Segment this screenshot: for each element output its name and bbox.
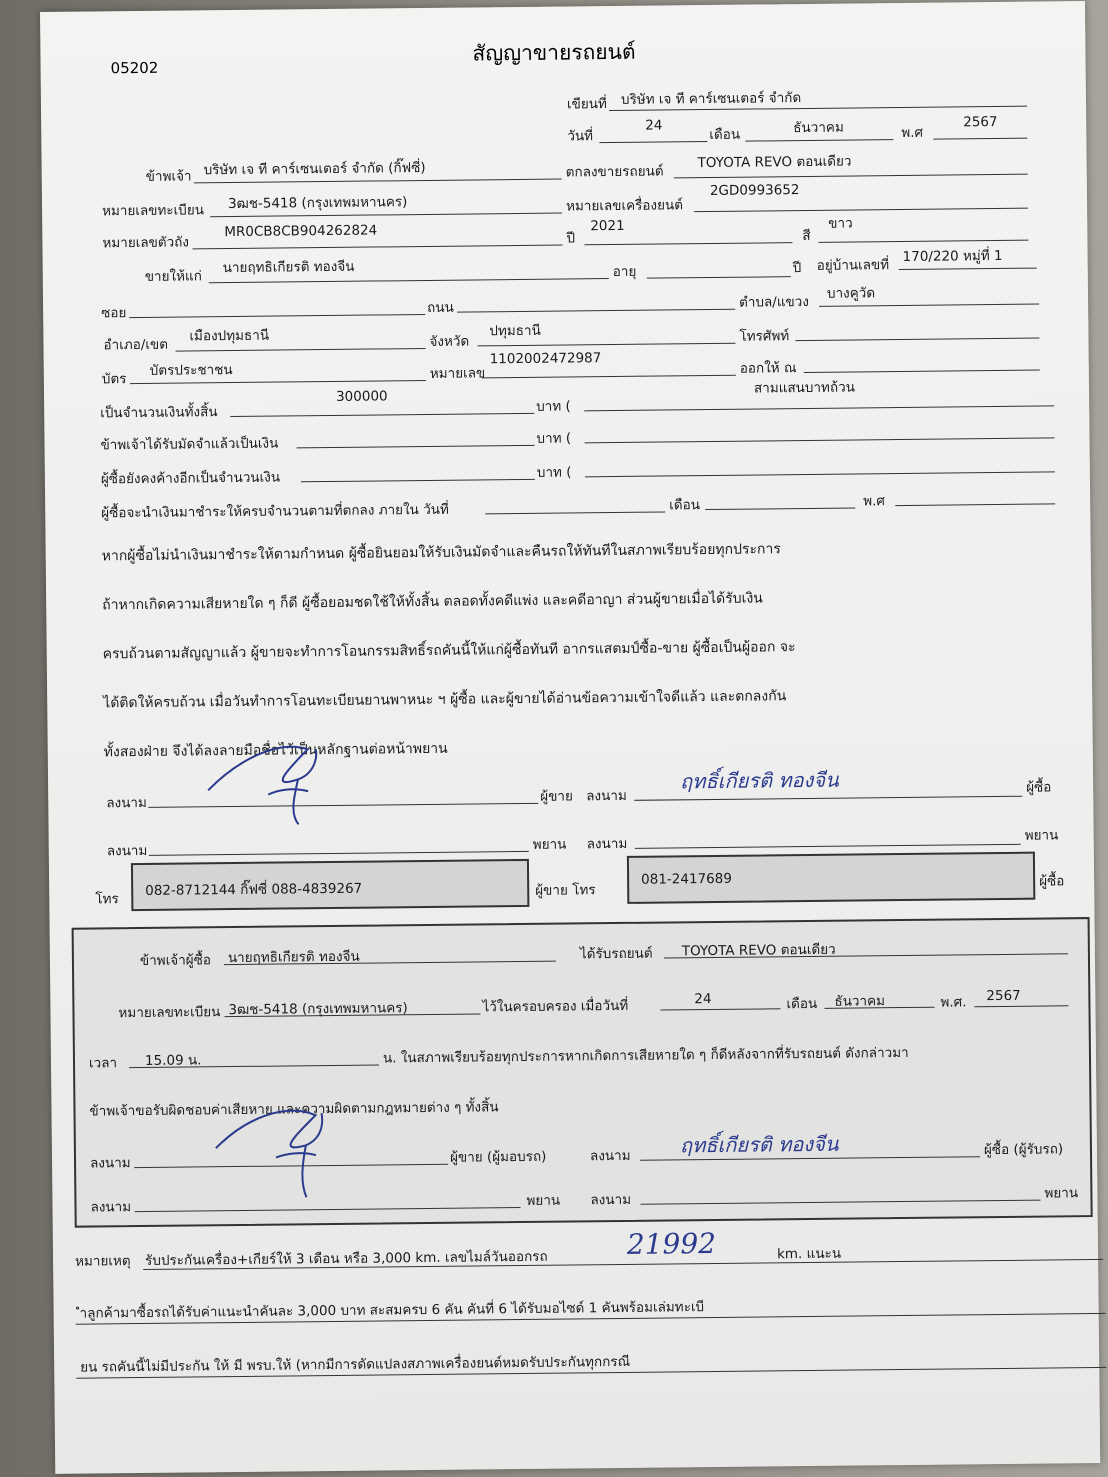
receipt-month-label: เดือน (786, 995, 818, 1013)
receipt-received-label: ได้รับรถยนต์ (579, 945, 653, 963)
day-value: 24 (645, 117, 663, 134)
written-at-value: บริษัท เจ ที คาร์เซนเตอร์ จำกัด (620, 90, 802, 108)
car-line (674, 174, 1028, 179)
receipt-witness2-role: พยาน (1044, 1185, 1079, 1202)
receipt-condition-text: น. ในสภาพเรียบร้อยทุกประการหากเกิดการเสียหายใด ๆ ก็ดีหลังจากที่รับรถยนต์ ดังกล่าวมา (382, 1044, 909, 1067)
remain-baht-label: บาท ( (536, 464, 572, 481)
receipt-plate-value: 3ฒช-5418 (กรุงเทพมหานคร) (228, 1000, 408, 1019)
road-label: ถนน (427, 299, 454, 316)
receipt-possess-label: ไว้ในครอบครอง เมื่อวันที่ (482, 997, 629, 1016)
card-no-value: 1102002472987 (489, 350, 602, 368)
car-year-line (584, 242, 792, 245)
engine-line (694, 208, 1028, 212)
remain-label: ผู้ซื้อยังคงค้างอีกเป็นจำนวนเงิน (100, 469, 281, 488)
receipt-buyer-role: ผู้ซื้อ (ผู้รับรถ) (983, 1141, 1064, 1159)
receipt-buyer-value: นายฤทธิเกียรติ ทองจีน (227, 948, 360, 967)
road-line (457, 309, 735, 313)
pay-month-label: เดือน (669, 497, 701, 514)
written-at-label: เขียนที่ (566, 96, 607, 113)
color-line (818, 240, 1028, 243)
province-label: จังหวัด (429, 333, 470, 350)
month-label: เดือน (709, 126, 741, 143)
paragraph-line-1: หากผู้ซื้อไม่นำเงินมาชำระให้ตามกำหนด ผู้ซื้อยินยอมให้รับเงินมัดจำและคืนรถให้ทันทีในสภาพเรียบร้อยทุกประการ (101, 541, 781, 565)
notes-line-3: ยน รถคันนี้ไม่มีประกัน ให้ มี พรบ.ให้ (หากมีการดัดแปลงสภาพเครื่องยนต์หมดรับประกันทุกกรณี (80, 1353, 631, 1376)
engine-label: หมายเลขเครื่องยนต์ (565, 197, 684, 215)
witness2-sign-line (635, 844, 1021, 849)
day-line (599, 141, 707, 143)
month-value: ธันวาคม (793, 119, 844, 137)
agree-label: ตกลงขายรถยนต์ (565, 163, 664, 181)
deposit-label: ข้าพเจ้าได้รับมัดจำแล้วเป็นเงิน (100, 435, 279, 454)
total-line (230, 413, 534, 417)
receipt-day-value: 24 (694, 991, 712, 1008)
deposit-words-line (585, 437, 1055, 443)
contract-paper (40, 1, 1100, 1474)
receipt-year-label: พ.ศ. (940, 994, 967, 1011)
issued-label: ออกให้ ณ (739, 360, 797, 377)
engine-value: 2GD0993652 (709, 182, 800, 199)
car-year-label: ปี (566, 230, 576, 247)
issued-line (804, 370, 1040, 373)
deposit-line (297, 445, 535, 448)
age-line (647, 276, 791, 279)
pay-label: ผู้ซื้อจะนำเงินมาชำระให้ครบจำนวนตามที่ตกลง ภายใน วันที่ (101, 501, 449, 522)
age-label: อายุ (612, 263, 637, 281)
buyer-label: ขายให้แก่ (144, 268, 202, 285)
district-value: เมืองปทุมธานี (189, 327, 270, 345)
receipt-seller-signature-scribble (205, 1087, 346, 1208)
district-line (176, 348, 426, 352)
soi-line (129, 314, 425, 318)
receipt-buyer-label: ข้าพเจ้าผู้ซื้อ (139, 952, 212, 970)
buyer-line (209, 278, 609, 283)
notes-line-1: รับประกันเครื่อง+เกียร์ให้ 3 เดือน หรือ 3,000 km. เลขไมล์วันออกรถ (145, 1248, 548, 1269)
paragraph-line-4: ได้ติดให้ครบถ้วน เมื่อวันทำการโอนทะเบียนยานพาหนะ ฯ ผู้ซื้อ และผู้ขายได้อ่านข้อความเข้าใจดีแล้ว และตกลงกัน (103, 688, 787, 712)
chassis-label: หมายเลขตัวถัง (102, 234, 190, 252)
total-label: เป็นจำนวนเงินทั้งสิ้น (100, 404, 218, 422)
phone-line (795, 338, 1039, 342)
document-title: สัญญาขายรถยนต์ (472, 39, 636, 66)
age-unit: ปี (792, 260, 802, 277)
receipt-month-value: ธันวาคม (834, 993, 886, 1010)
card-label: บัตร (101, 371, 127, 388)
pay-year-label: พ.ศ (863, 493, 886, 510)
total-words-line (584, 405, 1054, 411)
seller-phone-box (131, 859, 529, 911)
phone-label: โทรศัพท์ (739, 328, 790, 345)
province-line (478, 343, 736, 347)
receipt-seller-sign-label: ลงนาม (89, 1155, 131, 1172)
buyer-sign-label: ลงนาม (586, 787, 627, 805)
remain-line (301, 479, 535, 482)
witness2-sign-label: ลงนาม (586, 835, 628, 853)
year-value: 2567 (963, 113, 998, 131)
witness2-role-label: พยาน (1024, 827, 1059, 844)
notes-label: หมายเหตุ (75, 1253, 131, 1270)
card-no-label: หมายเลข (429, 365, 486, 382)
color-value: ขาว (828, 215, 853, 232)
year-label: พ.ศ (901, 124, 924, 141)
paragraph-line-2: ถ้าหากเกิดความเสียหายใด ๆ ก็ดี ผู้ซื้อยอมชดใช้ให้ทั้งสิ้น ตลอดทั้งคดีแพ่ง และคดีอาญา ส่วนผู้ขายเมื่อได้รับเงิน (102, 590, 763, 614)
receipt-time-value: 15.09 น. (144, 1052, 202, 1069)
deposit-baht-label: บาท ( (536, 430, 572, 447)
mileage-handwritten: 21992 (626, 1226, 717, 1261)
receipt-year-value: 2567 (986, 987, 1021, 1005)
receipt-plate-label: หมายเลขทะเบียน (118, 1004, 221, 1022)
document-number: 05202 (110, 58, 159, 78)
witness1-sign-line (149, 851, 529, 856)
buyer-phone-box (627, 852, 1035, 904)
total-words-value: สามแสนบาทถ้วน (753, 379, 855, 397)
seller-role-label: ผู้ขาย (540, 788, 573, 805)
paragraph-line-5: ทั้งสองฝ่าย จึงได้ลงลายมือชื่อไว้เป็นหลักฐานต่อหน้าพยาน (103, 740, 448, 761)
month-line (745, 139, 893, 142)
pay-month-line (705, 507, 855, 510)
witness1-role-label: พยาน (532, 836, 567, 853)
address-label: อยู่บ้านเลขที่ (816, 257, 890, 274)
receipt-day-line (660, 1008, 780, 1010)
receipt-witness1-role: พยาน (526, 1192, 561, 1209)
chassis-value: MR0CB8CB904262824 (224, 222, 378, 241)
buyer-phone-value: 081-2417689 (641, 870, 732, 888)
receipt-seller-role: ผู้ขาย (ผู้มอบรถ) (449, 1148, 547, 1166)
plate-value: 3ฒช-5418 (กรุงเทพมหานคร) (227, 194, 408, 213)
paragraph-line-3: ครบถ้วนตามสัญญาแล้ว ผู้ขายจะทำการโอนกรรมสิทธิ์รถคันนี้ให้แก่ผู้ซื้อทันที อากรแสตมป์ซื้อ-ขาย ผู้ซื้อเป็นผู้ออก จะ (102, 639, 796, 663)
receipt-buyer-handwritten-signature: ฤทธิ์เกียรติ ทองจีน (679, 1131, 839, 1158)
seller-label: ข้าพเจ้า (145, 168, 192, 185)
vehicle-receipt-section (72, 917, 1093, 1228)
address-line (899, 268, 1037, 270)
subdistrict-line (819, 304, 1039, 307)
remain-words-line (585, 471, 1055, 477)
soi-label: ซอย (101, 305, 127, 322)
year-line (933, 138, 1027, 140)
seller-signature-scribble (197, 719, 338, 840)
card-no-line (482, 375, 736, 379)
subdistrict-value: บางคูวัด (826, 285, 876, 302)
buyer-handwritten-signature: ฤทธิ์เกียรติ ทองจีน (679, 767, 839, 794)
card-value: บัตรประชาชน (149, 362, 233, 379)
receipt-buyer-sign-label: ลงนาม (589, 1147, 631, 1165)
district-label: อำเภอ/เขต (103, 336, 169, 354)
buyer-value: นายฤทธิเกียรติ ทองจีน (222, 258, 355, 277)
subdistrict-label: ตำบล/แขวง (738, 293, 810, 311)
chassis-line (192, 245, 562, 250)
seller-sign-label: ลงนาม (106, 794, 147, 812)
receipt-car-value: TOYOTA REVO ตอนเดียว (681, 941, 836, 960)
receipt-witness2-sign-label: ลงนาม (590, 1191, 632, 1209)
pay-year-line (895, 503, 1055, 506)
total-baht-label: บาท ( (536, 398, 571, 415)
pay-day-line (485, 511, 665, 514)
receipt-year-line (974, 1005, 1068, 1007)
date-label: วันที่ (567, 128, 594, 145)
buyer-role-label: ผู้ซื้อ (1026, 779, 1052, 796)
total-value: 300000 (335, 388, 388, 405)
car-value: TOYOTA REVO ตอนเดียว (697, 153, 852, 172)
receipt-liability-text: ข้าพเจ้าขอรับผิดชอบค่าเสียหาย และความผิดตามกฎหมายต่าง ๆ ทั้งสิ้น (89, 1099, 499, 1120)
seller-phone-value: 082-8712144 กิ๊ฟซี่ 088-4839267 (145, 880, 363, 899)
plate-label: หมายเลขทะเบียน (102, 202, 205, 220)
address-value: 170/220 หมู่ที่ 1 (902, 247, 1003, 265)
phone-row-label: โทร (95, 891, 119, 908)
notes-line-1-suffix: km. แนะน (776, 1245, 842, 1263)
buyer-phone-role: ผู้ซื้อ (1039, 873, 1065, 890)
receipt-witness2-sign-line (641, 1200, 1041, 1205)
receipt-witness1-sign-label: ลงนาม (90, 1199, 132, 1216)
seller-phone-role: ผู้ขาย โทร (535, 882, 596, 899)
receipt-witness1-sign-line (135, 1207, 521, 1212)
car-year-value: 2021 (590, 217, 625, 235)
province-value: ปทุมธานี (489, 322, 541, 340)
witness1-sign-label: ลงนาม (106, 842, 148, 860)
seller-value: บริษัท เจ ที คาร์เซนเตอร์ จำกัด (กิ๊ฟซี่) (203, 159, 426, 179)
color-label: สี (802, 227, 811, 245)
receipt-time-label: เวลา (88, 1055, 118, 1072)
notes-line-2: ำลูกค้ามาซื้อรถได้รับค่าแนะนำคันละ 3,000 บาท สะสมครบ 6 คัน คันที่ 6 ได้รับมอไซด์ 1 คันพร้อมเล่มทะเบี (79, 1299, 705, 1322)
